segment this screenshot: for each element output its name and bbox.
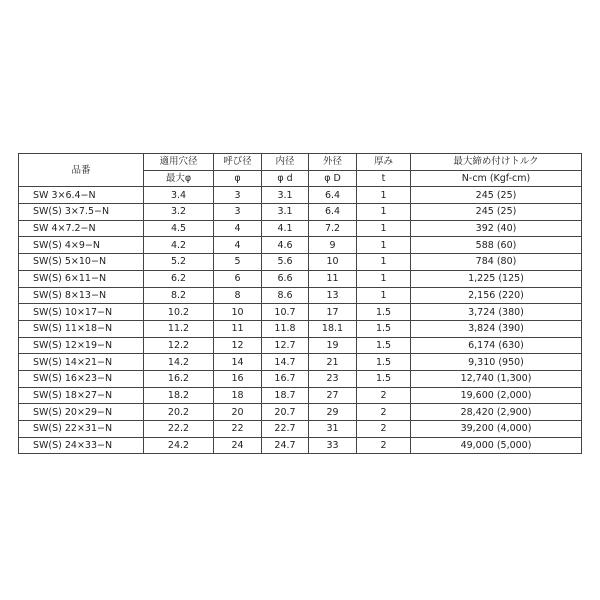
header-outer-diameter: 外径	[309, 154, 357, 171]
spec-table-body	[19, 187, 582, 454]
thickness-cell: 2	[357, 387, 411, 404]
outer-diameter-cell: 13	[309, 287, 357, 304]
inner-diameter-cell: 18.7	[262, 387, 309, 404]
torque-cell: 19,600 (2,000)	[411, 387, 582, 404]
hole-diameter-cell: 14.2	[144, 354, 214, 371]
table-row	[19, 421, 582, 438]
thickness-cell: 1.5	[357, 370, 411, 387]
nominal-diameter-cell: 6	[214, 270, 262, 287]
table-row	[19, 254, 582, 271]
header-outer-unit: φ D	[309, 170, 357, 187]
outer-diameter-cell: 7.2	[309, 220, 357, 237]
torque-cell: 6,174 (630)	[411, 337, 582, 354]
inner-diameter-cell: 16.7	[262, 370, 309, 387]
outer-diameter-cell: 10	[309, 254, 357, 271]
outer-diameter-cell: 21	[309, 354, 357, 371]
outer-diameter-cell: 33	[309, 437, 357, 454]
part-no-cell: SW(S) 11×18−N	[19, 320, 144, 337]
torque-cell: 784 (80)	[411, 254, 582, 271]
part-no-cell: SW 4×7.2−N	[19, 220, 144, 237]
torque-cell: 3,724 (380)	[411, 304, 582, 321]
part-no-cell: SW 3×6.4−N	[19, 187, 144, 204]
header-hole-unit: 最大φ	[144, 170, 214, 187]
header-hole-diameter: 適用穴径	[144, 154, 214, 171]
table-row	[19, 220, 582, 237]
nominal-diameter-cell: 12	[214, 337, 262, 354]
header-thickness-unit: t	[357, 170, 411, 187]
nominal-diameter-cell: 16	[214, 370, 262, 387]
inner-diameter-cell: 10.7	[262, 304, 309, 321]
header-thickness: 厚み	[357, 154, 411, 171]
torque-cell: 28,420 (2,900)	[411, 404, 582, 421]
thickness-cell: 1	[357, 187, 411, 204]
hole-diameter-cell: 24.2	[144, 437, 214, 454]
thickness-cell: 1.5	[357, 337, 411, 354]
thickness-cell: 1.5	[357, 304, 411, 321]
part-no-cell: SW(S) 22×31−N	[19, 421, 144, 438]
hole-diameter-cell: 3.2	[144, 204, 214, 221]
part-no-cell: SW(S) 3×7.5−N	[19, 204, 144, 221]
table-row	[19, 270, 582, 287]
thickness-cell: 1.5	[357, 320, 411, 337]
thickness-cell: 1	[357, 204, 411, 221]
nominal-diameter-cell: 22	[214, 421, 262, 438]
inner-diameter-cell: 3.1	[262, 204, 309, 221]
hole-diameter-cell: 3.4	[144, 187, 214, 204]
table-row	[19, 370, 582, 387]
part-no-cell: SW(S) 10×17−N	[19, 304, 144, 321]
nominal-diameter-cell: 4	[214, 237, 262, 254]
nominal-diameter-cell: 20	[214, 404, 262, 421]
thickness-cell: 1.5	[357, 354, 411, 371]
torque-cell: 588 (60)	[411, 237, 582, 254]
hole-diameter-cell: 20.2	[144, 404, 214, 421]
part-no-cell: SW(S) 5×10−N	[19, 254, 144, 271]
nominal-diameter-cell: 5	[214, 254, 262, 271]
nominal-diameter-cell: 11	[214, 320, 262, 337]
outer-diameter-cell: 23	[309, 370, 357, 387]
header-row-top	[19, 154, 582, 171]
outer-diameter-cell: 31	[309, 421, 357, 438]
hole-diameter-cell: 10.2	[144, 304, 214, 321]
table-row	[19, 320, 582, 337]
table-row	[19, 337, 582, 354]
inner-diameter-cell: 4.1	[262, 220, 309, 237]
table-row	[19, 237, 582, 254]
torque-cell: 2,156 (220)	[411, 287, 582, 304]
thickness-cell: 2	[357, 404, 411, 421]
inner-diameter-cell: 22.7	[262, 421, 309, 438]
outer-diameter-cell: 18.1	[309, 320, 357, 337]
table-row	[19, 404, 582, 421]
hole-diameter-cell: 18.2	[144, 387, 214, 404]
header-max-torque: 最大締め付けトルク	[411, 154, 582, 171]
torque-cell: 245 (25)	[411, 204, 582, 221]
inner-diameter-cell: 6.6	[262, 270, 309, 287]
table-row	[19, 204, 582, 221]
torque-cell: 49,000 (5,000)	[411, 437, 582, 454]
hole-diameter-cell: 22.2	[144, 421, 214, 438]
torque-cell: 9,310 (950)	[411, 354, 582, 371]
torque-cell: 3,824 (390)	[411, 320, 582, 337]
header-torque-unit: N-cm (Kgf-cm)	[411, 170, 582, 187]
torque-cell: 245 (25)	[411, 187, 582, 204]
outer-diameter-cell: 6.4	[309, 204, 357, 221]
inner-diameter-cell: 11.8	[262, 320, 309, 337]
inner-diameter-cell: 8.6	[262, 287, 309, 304]
part-no-cell: SW(S) 14×21−N	[19, 354, 144, 371]
outer-diameter-cell: 29	[309, 404, 357, 421]
spec-table	[18, 153, 582, 454]
part-no-cell: SW(S) 6×11−N	[19, 270, 144, 287]
thickness-cell: 1	[357, 270, 411, 287]
inner-diameter-cell: 5.6	[262, 254, 309, 271]
hole-diameter-cell: 16.2	[144, 370, 214, 387]
table-row	[19, 437, 582, 454]
inner-diameter-cell: 4.6	[262, 237, 309, 254]
inner-diameter-cell: 14.7	[262, 354, 309, 371]
hole-diameter-cell: 4.2	[144, 237, 214, 254]
hole-diameter-cell: 11.2	[144, 320, 214, 337]
torque-cell: 12,740 (1,300)	[411, 370, 582, 387]
thickness-cell: 1	[357, 237, 411, 254]
nominal-diameter-cell: 8	[214, 287, 262, 304]
outer-diameter-cell: 6.4	[309, 187, 357, 204]
table-row	[19, 304, 582, 321]
outer-diameter-cell: 11	[309, 270, 357, 287]
part-no-cell: SW(S) 20×29−N	[19, 404, 144, 421]
thickness-cell: 1	[357, 220, 411, 237]
header-inner-diameter: 内径	[262, 154, 309, 171]
outer-diameter-cell: 19	[309, 337, 357, 354]
nominal-diameter-cell: 3	[214, 187, 262, 204]
hole-diameter-cell: 6.2	[144, 270, 214, 287]
nominal-diameter-cell: 3	[214, 204, 262, 221]
inner-diameter-cell: 20.7	[262, 404, 309, 421]
torque-cell: 1,225 (125)	[411, 270, 582, 287]
table-row	[19, 187, 582, 204]
header-inner-unit: φ d	[262, 170, 309, 187]
hole-diameter-cell: 8.2	[144, 287, 214, 304]
nominal-diameter-cell: 10	[214, 304, 262, 321]
outer-diameter-cell: 27	[309, 387, 357, 404]
table-row	[19, 387, 582, 404]
thickness-cell: 1	[357, 254, 411, 271]
nominal-diameter-cell: 14	[214, 354, 262, 371]
nominal-diameter-cell: 24	[214, 437, 262, 454]
torque-cell: 39,200 (4,000)	[411, 421, 582, 438]
torque-cell: 392 (40)	[411, 220, 582, 237]
part-no-cell: SW(S) 16×23−N	[19, 370, 144, 387]
hole-diameter-cell: 5.2	[144, 254, 214, 271]
table-row	[19, 354, 582, 371]
nominal-diameter-cell: 4	[214, 220, 262, 237]
inner-diameter-cell: 24.7	[262, 437, 309, 454]
table-row	[19, 287, 582, 304]
inner-diameter-cell: 12.7	[262, 337, 309, 354]
header-nominal-unit: φ	[214, 170, 262, 187]
nominal-diameter-cell: 18	[214, 387, 262, 404]
header-part-no: 品番	[19, 154, 144, 187]
thickness-cell: 2	[357, 421, 411, 438]
part-no-cell: SW(S) 12×19−N	[19, 337, 144, 354]
part-no-cell: SW(S) 24×33−N	[19, 437, 144, 454]
inner-diameter-cell: 3.1	[262, 187, 309, 204]
part-no-cell: SW(S) 4×9−N	[19, 237, 144, 254]
header-nominal-diameter: 呼び径	[214, 154, 262, 171]
spec-table-header	[19, 154, 582, 187]
hole-diameter-cell: 12.2	[144, 337, 214, 354]
thickness-cell: 2	[357, 437, 411, 454]
hole-diameter-cell: 4.5	[144, 220, 214, 237]
outer-diameter-cell: 17	[309, 304, 357, 321]
part-no-cell: SW(S) 18×27−N	[19, 387, 144, 404]
outer-diameter-cell: 9	[309, 237, 357, 254]
part-no-cell: SW(S) 8×13−N	[19, 287, 144, 304]
thickness-cell: 1	[357, 287, 411, 304]
